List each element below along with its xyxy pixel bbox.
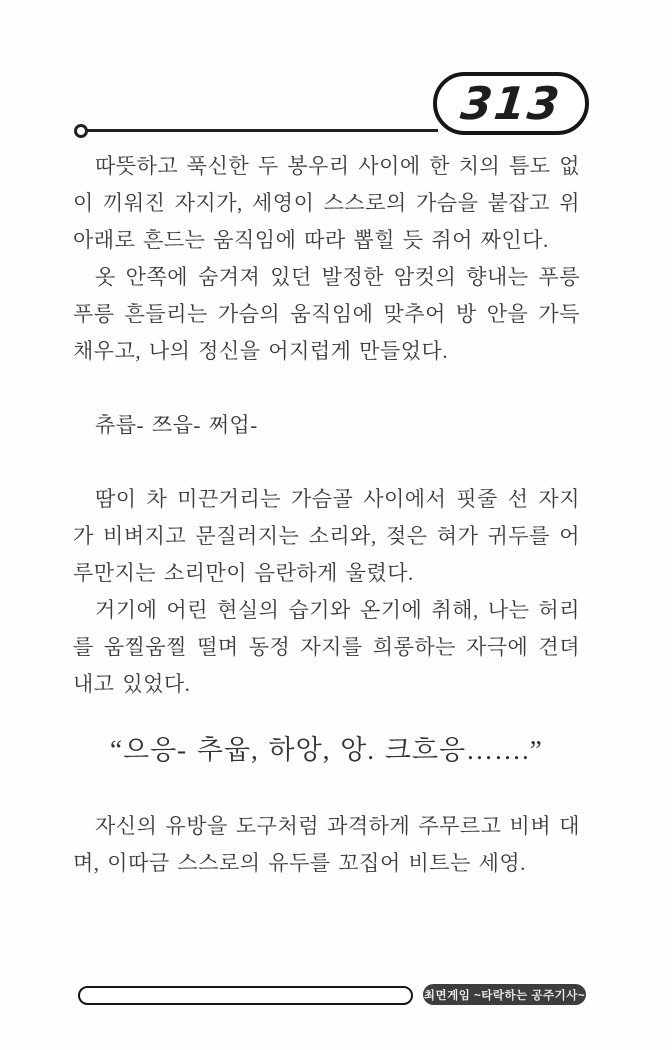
book-title-badge (423, 984, 586, 1005)
book-title: 최면게임 ~타락하는 공주기사~ (423, 989, 586, 1002)
footer-capsule-rule (78, 986, 413, 1005)
paragraph: 거기에 어린 현실의 습기와 온기에 취해, 나는 허리를 움찔움찔 떨며 동정 자지를 희롱하는 자극에 견뎌내고 있었다. (73, 598, 580, 696)
paragraph: 자신의 유방을 도구처럼 과격하게 주무르고 비벼 대며, 이따금 스스로의 유두를 꼬집어 비트는 세영. (73, 814, 580, 875)
page-number: 313 (458, 77, 564, 130)
body-text-block (73, 148, 580, 882)
sound-effect-line: 츄릅- 쯔읍- 쩌업- (95, 413, 258, 437)
header-rule (86, 129, 438, 132)
dialogue-quote: “으응- 추웁, 하앙, 앙. 크흐응…….” (110, 735, 543, 765)
page-number-badge (433, 72, 589, 135)
paragraph: 땀이 차 미끈거리는 가슴골 사이에서 핏줄 선 자지가 비벼지고 문질러지는 소리와, 젖은 혀가 귀두를 어루만지는 소리만이 음란하게 울렸다. (73, 487, 580, 585)
paragraph: 옷 안쪽에 숨겨져 있던 발정한 암컷의 향내는 푸릉푸릉 흔들리는 가슴의 움직임에 맞추어 방 안을 가득 채우고, 나의 정신을 어지럽게 만들었다. (73, 265, 580, 363)
paragraph: 따뜻하고 푹신한 두 봉우리 사이에 한 치의 틈도 없이 끼워진 자지가, 세영이 스스로의 가슴을 붙잡고 위 아래로 흔드는 움직임에 따라 뽑힐 듯 쥐어 짜인다. (73, 154, 580, 252)
